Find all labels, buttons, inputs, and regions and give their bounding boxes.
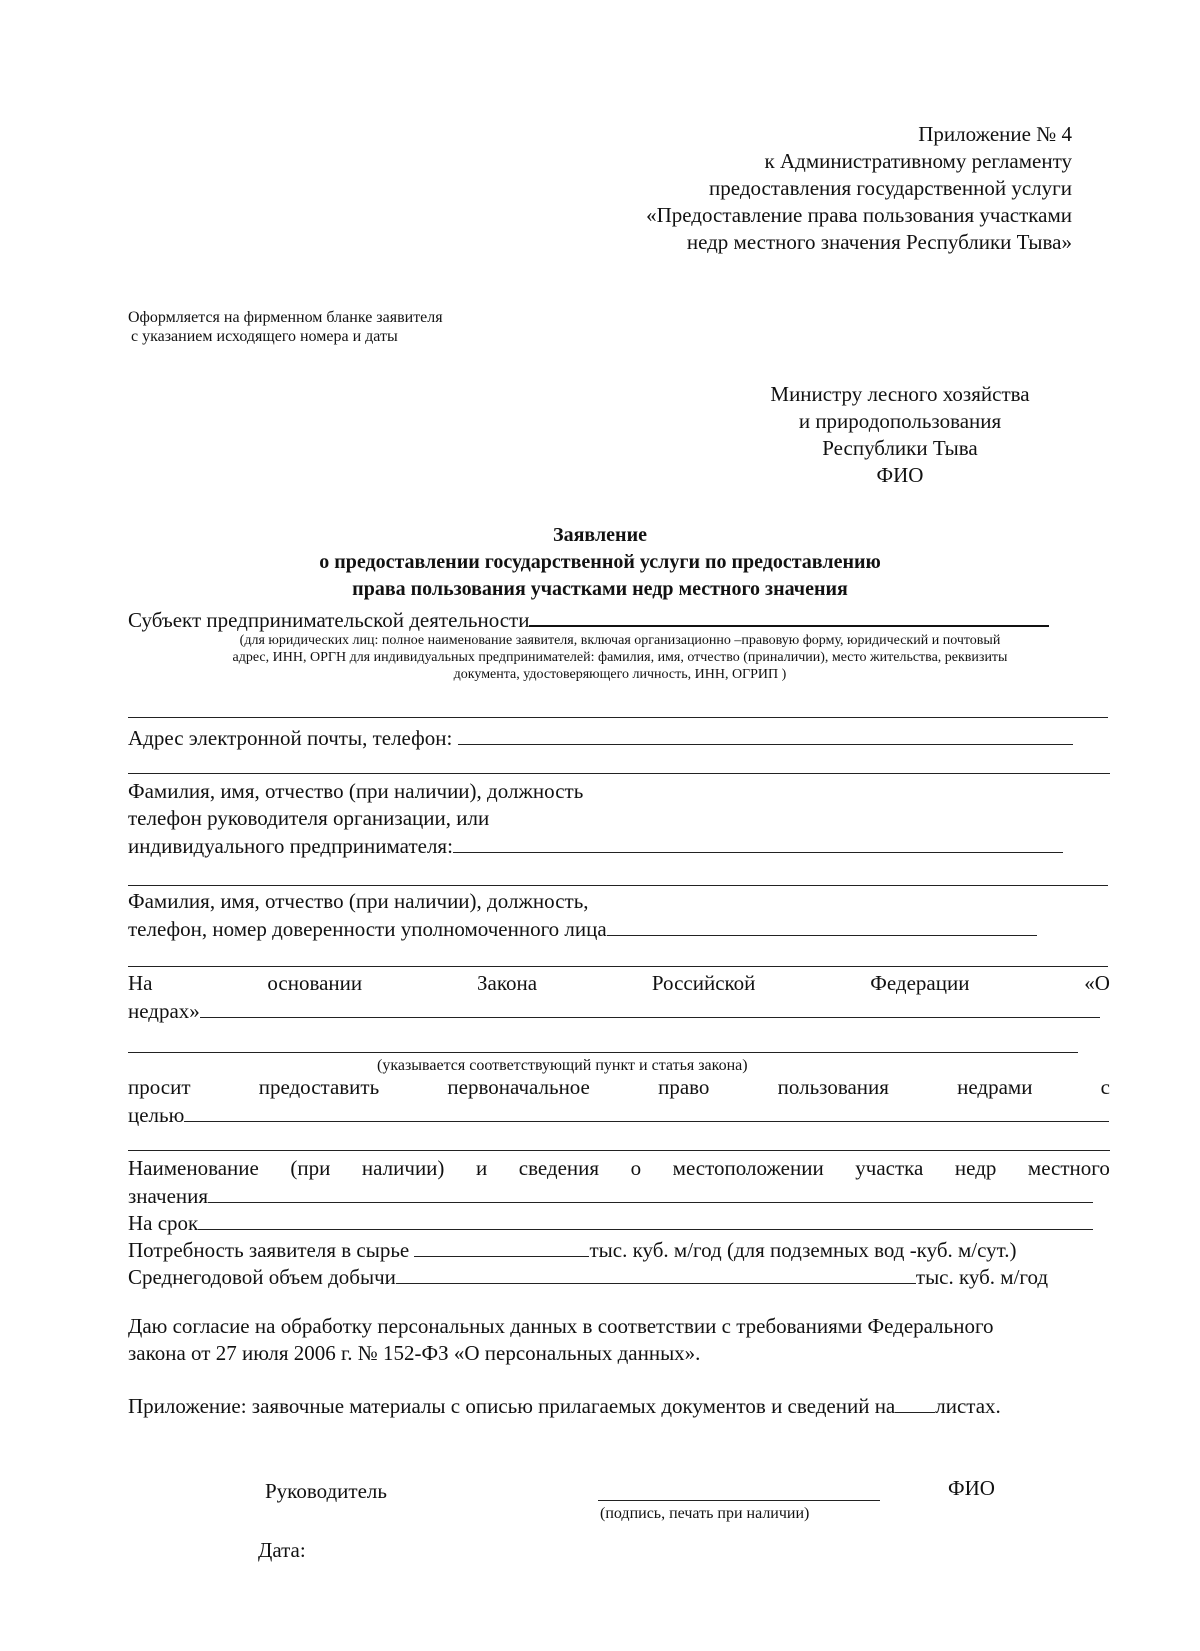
consent-block [128, 1313, 994, 1367]
document-title [200, 522, 1000, 603]
need-unit: тыс. куб. м/год (для подземных вод -куб. м/сут.) [589, 1238, 1017, 1262]
sheets-count-field[interactable] [895, 1392, 935, 1413]
email-row [128, 724, 1073, 752]
basis-continuation-line[interactable] [128, 1052, 1078, 1053]
need-row [128, 1236, 1017, 1264]
basis-field[interactable] [200, 997, 1100, 1018]
basis-word: Федерации [870, 971, 970, 995]
request-word: предоставить [258, 1075, 380, 1099]
title-line-3: права пользования участками недр местного значения [352, 578, 848, 600]
annex-line-4: «Предоставление права пользования участками [646, 203, 1072, 227]
head-block [128, 778, 1063, 860]
basis-word: На [128, 971, 153, 995]
date-label: Дата: [258, 1538, 306, 1562]
addressee-block [740, 381, 1060, 489]
basis-line-1 [128, 970, 1110, 997]
request-line-2-label: целью [128, 1103, 185, 1127]
basis-line-2-label: недрах» [128, 999, 200, 1023]
attachment-row [128, 1392, 1001, 1420]
proxy-line-1: Фамилия, имя, отчество (при наличии), должность, [128, 889, 589, 913]
consent-line-1: Даю согласие на обработку персональных данных в соответствии с требованиями Федерального [128, 1314, 994, 1338]
basis-line-2 [128, 997, 1100, 1025]
addressee-line-2: и природопользования [798, 409, 1002, 433]
letterhead-note-line-2: с указанием исходящего номера и даты [131, 328, 398, 345]
addressee-line-1: Министру лесного хозяйства [770, 382, 1030, 406]
site-word: недр [954, 1156, 997, 1180]
annex-line-2: к Административному регламенту [764, 149, 1072, 173]
term-field[interactable] [198, 1209, 1093, 1230]
need-label: Потребность заявителя в сырье [128, 1238, 410, 1262]
term-label: На срок [128, 1211, 199, 1235]
subject-label: Субъект предпринимательской деятельности [128, 608, 530, 632]
site-word: наличии) [361, 1156, 445, 1180]
signature-name: ФИО [948, 1476, 995, 1500]
output-field[interactable] [396, 1263, 916, 1284]
request-word: с [1100, 1075, 1110, 1099]
output-label: Среднегодовой объем добычи [128, 1265, 396, 1289]
subject-continuation-line[interactable] [128, 717, 1108, 718]
output-unit: тыс. куб. м/год [915, 1265, 1049, 1289]
letterhead-note [128, 308, 443, 346]
basis-word: Российской [651, 971, 756, 995]
addressee-line-3: Республики Тыва [822, 436, 978, 460]
subject-field[interactable] [529, 605, 1049, 627]
annex-header [646, 121, 1072, 256]
site-word: (при [290, 1156, 331, 1180]
request-word: просит [128, 1075, 191, 1099]
site-word: о [630, 1156, 642, 1180]
head-continuation-line[interactable] [128, 885, 1108, 886]
proxy-line-2: телефон, номер доверенности уполномоченного лица [128, 917, 607, 941]
head-field[interactable] [453, 832, 1063, 853]
proxy-continuation-line[interactable] [128, 966, 1108, 967]
site-word: местного [1027, 1156, 1110, 1180]
attachment-label: Приложение: заявочные материалы с описью прилагаемых документов и сведений на [128, 1394, 896, 1418]
site-word: участка [855, 1156, 924, 1180]
basis-hint: (указывается соответствующий пункт и статья закона) [377, 1057, 748, 1074]
term-row [128, 1209, 1093, 1237]
email-field[interactable] [458, 724, 1073, 745]
title-line-2: о предоставлении государственной услуги по предоставлению [319, 551, 881, 573]
head-line-1: Фамилия, имя, отчество (при наличии), должность [128, 779, 584, 803]
request-line-1 [128, 1074, 1110, 1101]
letterhead-note-line-1: Оформляется на фирменном бланке заявителя [128, 309, 443, 326]
email-label: Адрес электронной почты, телефон: [128, 726, 453, 750]
site-word: местоположении [672, 1156, 824, 1180]
basis-word: «О [1084, 971, 1110, 995]
email-continuation-line[interactable] [128, 773, 1110, 774]
request-word: право [658, 1075, 710, 1099]
purpose-continuation-line[interactable] [128, 1150, 1110, 1151]
subject-hint-line-2: адрес, ИНН, ОРГН для индивидуальных предпринимателей: фамилия, имя, отчество (приналичии), место жительства, реквизиты [232, 650, 1008, 665]
site-word: Наименование [128, 1156, 259, 1180]
request-word: первоначальное [447, 1075, 590, 1099]
annex-line-5: недр местного значения Республики Тыва» [686, 230, 1072, 254]
signature-hint: (подпись, печать при наличии) [600, 1505, 810, 1522]
consent-line-2: закона от 27 июля 2006 г. № 152-ФЗ «О персональных данных». [128, 1341, 701, 1365]
subject-hint-line-1: (для юридических лиц: полное наименование заявителя, включая организационно –правовую форму, юридический и почтовый [239, 633, 1001, 648]
request-word: пользования [777, 1075, 889, 1099]
output-row [128, 1263, 1048, 1291]
purpose-field[interactable] [184, 1101, 1109, 1122]
subject-row [128, 605, 1049, 634]
request-word: недрами [957, 1075, 1033, 1099]
site-line-2-label: значения [128, 1184, 209, 1208]
attachment-suffix: листах. [935, 1394, 1001, 1418]
basis-word: основании [267, 971, 363, 995]
site-line-2 [128, 1182, 1093, 1210]
annex-line-1: Приложение № 4 [918, 122, 1072, 146]
site-field[interactable] [208, 1182, 1093, 1203]
proxy-block [128, 888, 1037, 943]
site-word: и [475, 1156, 488, 1180]
subject-hint [130, 632, 1110, 683]
site-line-1 [128, 1155, 1110, 1182]
request-line-2 [128, 1101, 1109, 1129]
annex-line-3: предоставления государственной услуги [709, 176, 1072, 200]
need-field[interactable] [414, 1236, 589, 1257]
subject-hint-line-3: документа, удостоверяющего личность, ИНН, ОГРИП ) [453, 667, 787, 682]
basis-word: Закона [476, 971, 538, 995]
head-line-2: телефон руководителя организации, или [128, 806, 490, 830]
addressee-line-4: ФИО [876, 463, 924, 487]
site-word: сведения [518, 1156, 600, 1180]
head-line-3: индивидуального предпринимателя: [128, 834, 453, 858]
signature-role: Руководитель [265, 1479, 387, 1503]
proxy-field[interactable] [607, 915, 1037, 936]
title-line-1: Заявление [553, 524, 647, 546]
signature-line[interactable] [598, 1500, 880, 1501]
